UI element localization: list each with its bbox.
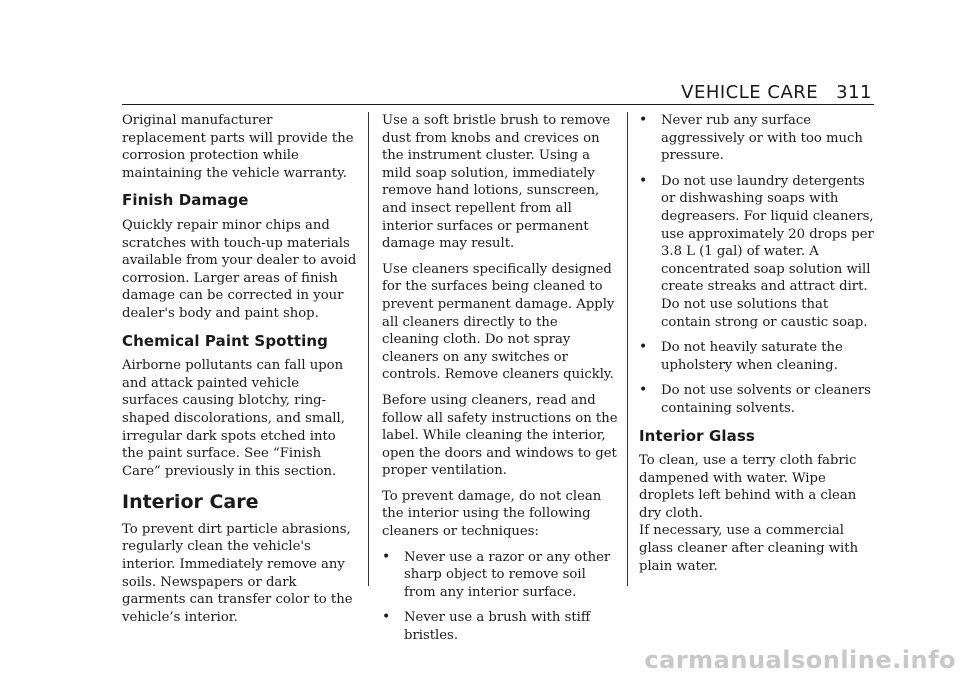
column-2 xyxy=(382,112,618,653)
interior-glass-heading: Interior Glass xyxy=(639,426,755,445)
list-item-text: Do not use solvents or cleaners containing solvents. xyxy=(661,383,871,416)
interior-care-heading: Interior Care xyxy=(122,491,259,514)
paragraph-safety: Before using cleaners, read and follow all safety instructions on the label. While cleaning the interior, open the doors and windows to get proper ventilation. xyxy=(382,392,618,479)
interior-glass-body-2: If necessary, use a commercial glass cleaner after cleaning with plain water. xyxy=(639,523,859,574)
list-item-text: Do not heavily saturate the upholstery when cleaning. xyxy=(661,340,843,373)
paragraph-prevent: To prevent damage, do not clean the interior using the following cleaners or techniques: xyxy=(382,488,602,540)
page-header xyxy=(681,82,872,103)
bullet-icon: • xyxy=(382,609,391,626)
column-3 xyxy=(639,112,875,583)
finish-damage-heading: Finish Damage xyxy=(122,191,249,210)
bullet-icon: • xyxy=(639,172,648,189)
bullet-list xyxy=(382,549,618,645)
interior-glass-body-1: To clean, use a terry cloth fabric dampened with water. Wipe droplets left behind with a clean dry cloth. xyxy=(639,453,857,521)
list-item xyxy=(382,609,618,644)
paragraph-brush: Use a soft bristle brush to remove dust from knobs and crevices on the instrument cluster. Using a mild soap solution, immediately remove hand lotions, sunscreen, and insect repellent from all interior surfaces or permanent damage may result. xyxy=(382,113,611,252)
watermark: carmanualsonline.info xyxy=(644,646,956,674)
list-item-text: Never use a brush with stiff bristles. xyxy=(404,610,591,644)
column-1 xyxy=(122,112,358,634)
list-item-text: Never rub any surface aggressively or with too much pressure. xyxy=(661,113,863,164)
bullet-icon: • xyxy=(382,548,391,565)
list-item xyxy=(639,382,875,417)
list-item xyxy=(639,112,875,165)
finish-damage-body: Quickly repair minor chips and scratches with touch-up materials available from your dealer to avoid corrosion. Larger areas of finish damage can be corrected in your dealer's body and paint shop. xyxy=(122,217,357,321)
list-item xyxy=(639,173,875,331)
bullet-icon: • xyxy=(639,112,648,128)
section-title: VEHICLE CARE xyxy=(681,82,819,103)
list-item-text: Never use a razor or any other sharp object to remove soil from any interior surface. xyxy=(404,549,611,600)
bullet-list xyxy=(639,112,875,418)
list-item xyxy=(639,339,875,374)
bullet-icon: • xyxy=(639,339,648,356)
list-item xyxy=(382,549,618,602)
chemical-spotting-heading: Chemical Paint Spotting xyxy=(122,331,328,350)
header-rule xyxy=(122,104,874,105)
page-number: 311 xyxy=(836,82,872,103)
intro-paragraph: Original manufacturer replacement parts will provide the corrosion protection while maintaining the vehicle warranty. xyxy=(122,113,354,181)
paragraph-cleaners: Use cleaners specifically designed for the surfaces being cleaned to prevent permanent damage. Apply all cleaners directly to the cleaning cloth. Do not spray cleaners on any switches or controls. Remove cleaners quickly. xyxy=(382,261,615,383)
bullet-icon: • xyxy=(639,382,648,399)
list-item-text: Do not use laundry detergents or dishwashing soaps with degreasers. For liquid cleaners, use approximately 20 drops per 3.8 L (1 gal) of water. A concentrated soap solution will create streaks and attract dirt. Do not use solutions that contain strong or caustic soap. xyxy=(661,173,874,330)
chemical-spotting-body: Airborne pollutants can fall upon and attack painted vehicle surfaces causing blotchy, ring-shaped discolorations, and small, irregular dark spots etched into the paint surface. See “Finish Care” previously in this section. xyxy=(122,358,345,479)
interior-care-body: To prevent dirt particle abrasions, regularly clean the vehicle's interior. Immediately remove any soils. Newspapers or dark garments can transfer color to the vehicle’s interior. xyxy=(122,521,353,625)
column-divider-1 xyxy=(368,112,369,586)
column-divider-2 xyxy=(627,112,628,586)
